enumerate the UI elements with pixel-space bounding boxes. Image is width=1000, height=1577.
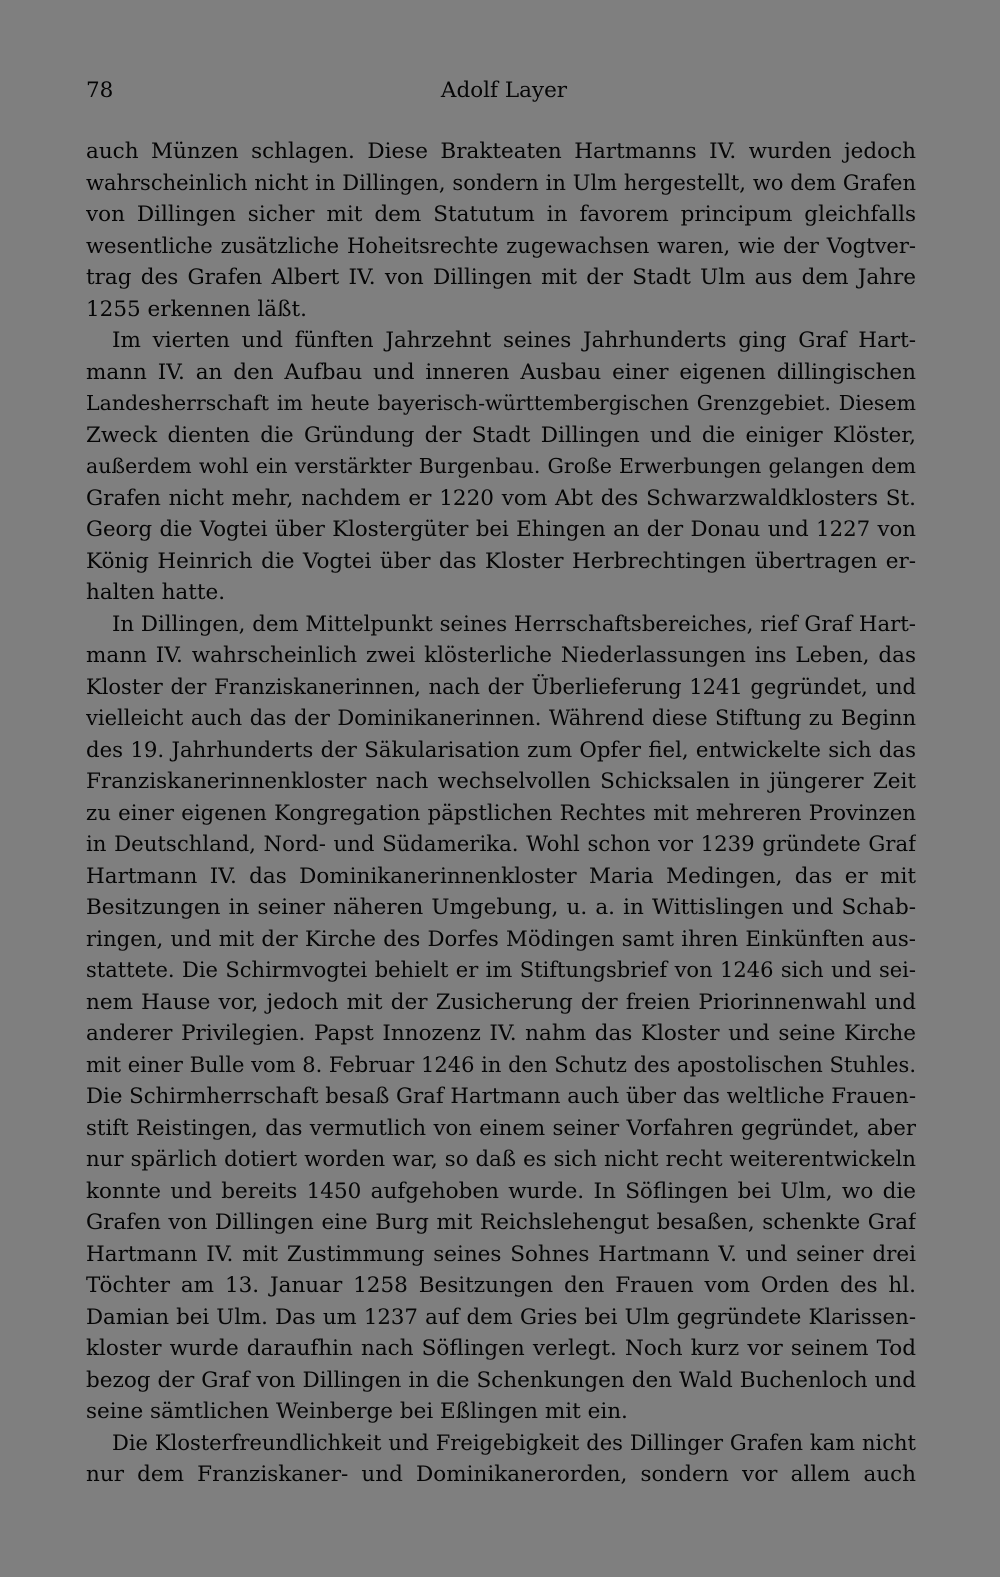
text-line: seine sämtlichen Weinberge bei Eßlingen mit ein. <box>86 1399 628 1424</box>
text-line: außerdem wohl ein verstärkter Burgenbau. Große Erwerbungen gelangen dem <box>86 454 916 478</box>
text-line: Damian bei Ulm. Das um 1237 auf dem Gries bei Ulm gegründete Klarissen- <box>86 1304 916 1330</box>
paragraph <box>86 1428 916 1491</box>
running-head <box>86 78 916 108</box>
paragraph <box>86 609 916 1428</box>
text-line: des 19. Jahrhunderts der Säkularisation zum Opfer fiel, entwickelte sich das <box>86 737 916 763</box>
text-line: vielleicht auch das der Dominikanerinnen. Während diese Stiftung zu Beginn <box>86 706 916 730</box>
text-line: 1255 erkennen läßt. <box>86 296 307 322</box>
text-line: wesentliche zusätzliche Hoheitsrechte zugewachsen waren, wie der Vogtver- <box>86 233 916 258</box>
text-line: Im vierten und fünften Jahrzehnt seines Jahrhunderts ging Graf Hart- <box>112 328 916 353</box>
text-line: trag des Grafen Albert IV. von Dillingen mit der Stadt Ulm aus dem Jahre <box>86 265 916 290</box>
text-line: Töchter am 13. Januar 1258 Besitzungen den Frauen vom Orden des hl. <box>86 1273 916 1298</box>
text-line: von Dillingen sicher mit dem Statutum in favorem principum gleichfalls <box>86 202 916 227</box>
text-line: stift Reistingen, das vermutlich von einem seiner Vorfahren gegründet, aber <box>86 1115 916 1141</box>
page-number: 78 <box>86 78 114 103</box>
text-line: mit einer Bulle vom 8. Februar 1246 in den Schutz des apostolischen Stuhles. <box>86 1052 916 1077</box>
text-line: kloster wurde daraufhin nach Söflingen verlegt. Noch kurz vor seinem Tod <box>86 1336 916 1361</box>
text-line: in Deutschland, Nord- und Südamerika. Wohl schon vor 1239 gründete Graf <box>86 832 916 857</box>
text-line: auch Münzen schlagen. Diese Brakteaten Hartmanns IV. wurden jedoch <box>86 139 916 164</box>
text-line: In Dillingen, dem Mittelpunkt seines Herrschaftsbereiches, rief Graf Hart- <box>112 611 916 637</box>
text-line: Grafen nicht mehr, nachdem er 1220 vom Abt des Schwarzwaldklosters St. <box>86 485 916 511</box>
text-line: zu einer eigenen Kongregation päpstlichen Rechtes mit mehreren Provinzen <box>86 800 916 826</box>
text-line: Die Klosterfreundlichkeit und Freigebigkeit des Dillinger Grafen kam nicht <box>112 1430 916 1455</box>
text-line: Hartmann IV. mit Zustimmung seines Sohnes Hartmann V. und seiner drei <box>86 1241 916 1267</box>
text-line: anderer Privilegien. Papst Innozenz IV. nahm das Kloster und seine Kirche <box>86 1021 916 1046</box>
text-line: Grafen von Dillingen eine Burg mit Reichslehengut besaßen, schenkte Graf <box>86 1210 916 1235</box>
text-line: Besitzungen in seiner näheren Umgebung, u. a. in Wittislingen und Schab- <box>86 895 916 920</box>
text-line: Zweck dienten die Gründung der Stadt Dillingen und die einiger Klöster, <box>86 422 916 448</box>
text-line: Die Schirmherrschaft besaß Graf Hartmann auch über das weltliche Frauen- <box>86 1084 916 1109</box>
text-line: Georg die Vogtei über Klostergüter bei Ehingen an der Donau und 1227 von <box>86 517 916 542</box>
text-line: mann IV. an den Aufbau und inneren Ausbau einer eigenen dillingischen <box>86 359 916 385</box>
body-text <box>86 136 916 1491</box>
text-line: ringen, und mit der Kirche des Dorfes Mödingen samt ihren Einkünften aus- <box>86 926 916 952</box>
running-title: Adolf Layer <box>440 78 568 103</box>
paragraph <box>86 325 916 609</box>
text-line: bezog der Graf von Dillingen in die Schenkungen den Wald Buchenloch und <box>86 1367 916 1393</box>
text-line: nem Hause vor, jedoch mit der Zusicherung der freien Priorinnenwahl und <box>86 989 916 1015</box>
text-line: Landesherrschaft im heute bayerisch-württembergischen Grenzgebiet. Diesem <box>86 391 916 415</box>
text-line: nur spärlich dotiert worden war, so daß es sich nicht recht weiterentwickeln <box>86 1147 916 1172</box>
text-line: mann IV. wahrscheinlich zwei klösterliche Niederlassungen ins Leben, das <box>86 643 916 668</box>
text-line: nur dem Franziskaner- und Dominikanerorden, sondern vor allem auch <box>86 1462 916 1487</box>
text-line: halten hatte. <box>86 580 226 605</box>
text-line: König Heinrich die Vogtei über das Kloster Herbrechtingen übertragen er- <box>86 548 916 574</box>
text-line: Kloster der Franziskanerinnen, nach der Überlieferung 1241 gegründet, und <box>86 674 916 699</box>
text-line: konnte und bereits 1450 aufgehoben wurde. In Söflingen bei Ulm, wo die <box>86 1178 916 1204</box>
text-line: Franziskanerinnenkloster nach wechselvollen Schicksalen in jüngerer Zeit <box>86 769 916 794</box>
text-line: stattete. Die Schirmvogtei behielt er im Stiftungsbrief von 1246 sich und sei- <box>86 958 916 982</box>
text-line: wahrscheinlich nicht in Dillingen, sondern in Ulm hergestellt, wo dem Grafen <box>86 170 916 195</box>
text-line: Hartmann IV. das Dominikanerinnenkloster Maria Medingen, das er mit <box>86 863 916 889</box>
paragraph <box>86 136 916 325</box>
